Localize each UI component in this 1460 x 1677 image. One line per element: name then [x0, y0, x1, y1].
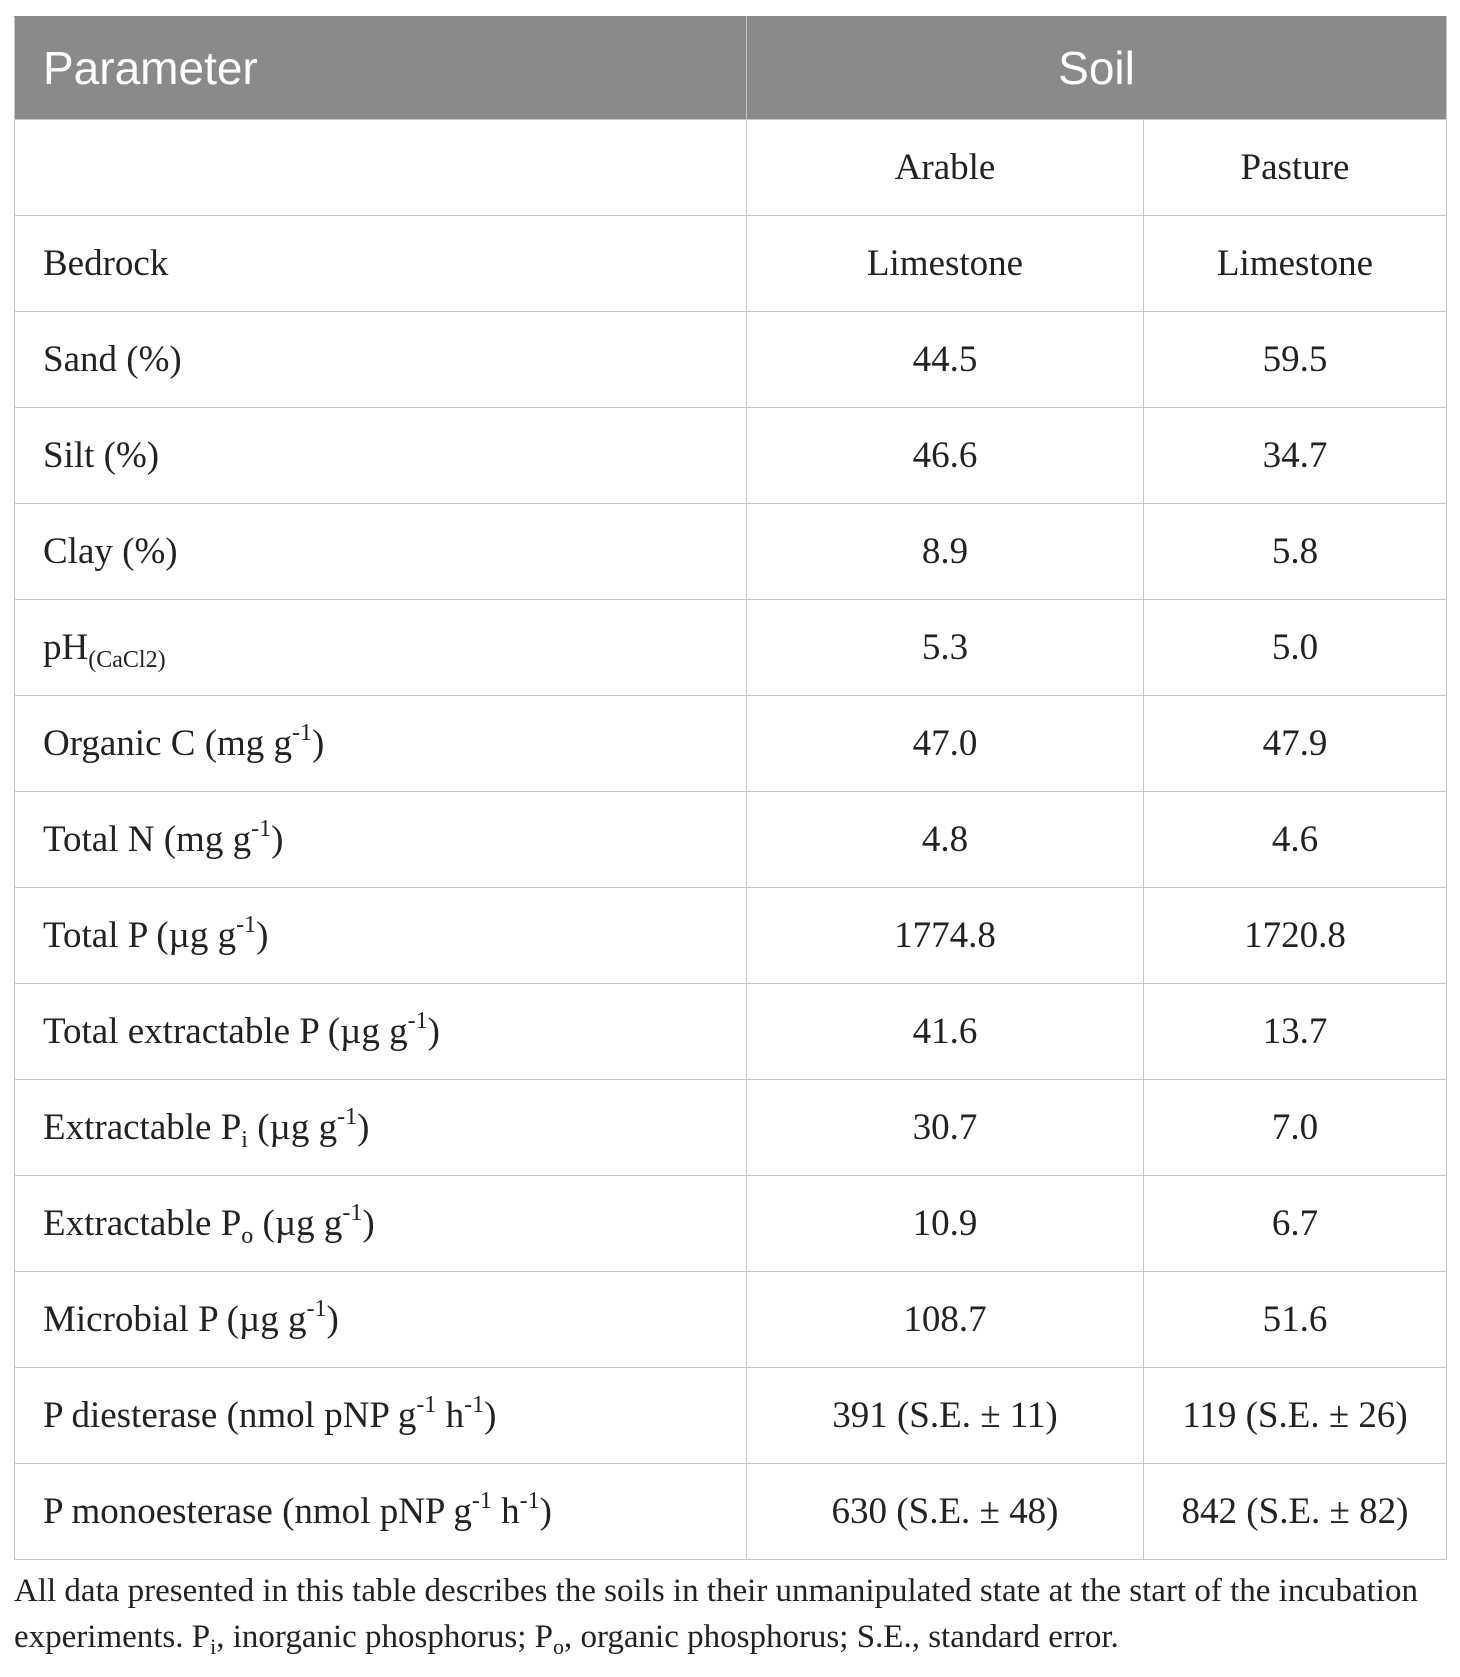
parameter-subscript: o	[241, 1223, 254, 1249]
parameter-label	[15, 216, 747, 312]
arable-value: 30.7	[747, 1080, 1144, 1176]
parameter-name: Clay (%)	[43, 531, 178, 572]
parameter-name: Total extractable P	[43, 1011, 319, 1052]
unit-text-close: )	[357, 1107, 370, 1148]
table-row	[15, 600, 1447, 696]
pasture-value: 7.0	[1144, 1080, 1447, 1176]
arable-value: 41.6	[747, 984, 1144, 1080]
unit-superscript: -1	[471, 1488, 492, 1514]
pasture-value: 13.7	[1144, 984, 1447, 1080]
pasture-value: 4.6	[1144, 792, 1447, 888]
footnote-text-2: , inorganic phosphorus; P	[216, 1619, 553, 1655]
parameter-label	[15, 696, 747, 792]
arable-value: 8.9	[747, 504, 1144, 600]
unit-superscript: -1	[342, 1200, 363, 1226]
unit-text: (µg g	[247, 1107, 338, 1148]
arable-value: Limestone	[747, 216, 1144, 312]
table-row	[15, 1272, 1447, 1368]
arable-value: 47.0	[747, 696, 1144, 792]
parameter-label	[15, 1272, 747, 1368]
parameter-label	[15, 1080, 747, 1176]
parameter-label	[15, 1464, 747, 1560]
pasture-value: 119 (S.E. ± 26)	[1144, 1368, 1447, 1464]
parameter-label	[15, 408, 747, 504]
parameter-name: P diesterase	[43, 1395, 218, 1436]
unit-superscript: -1	[236, 912, 257, 938]
table-row	[15, 1368, 1447, 1464]
footnote-sub-o: o	[553, 1634, 564, 1659]
unit-text: (µg g	[318, 1011, 408, 1052]
unit-text-close: )	[484, 1395, 497, 1436]
table-row	[15, 312, 1447, 408]
footnote-text-1: All data presented in this table describes the soils in their unmanipulated state at the start of the incubation experiments. P	[14, 1573, 1418, 1655]
header-parameter: Parameter	[15, 17, 747, 120]
arable-value: 10.9	[747, 1176, 1144, 1272]
unit-text: (mg g	[195, 723, 293, 764]
unit-text-close: )	[362, 1203, 375, 1244]
parameter-name: Total P	[43, 915, 147, 956]
table-row	[15, 984, 1447, 1080]
arable-value: 4.8	[747, 792, 1144, 888]
parameter-subscript: (CaCl2)	[88, 647, 166, 673]
unit-text-close: )	[326, 1299, 339, 1340]
pasture-value: Limestone	[1144, 216, 1447, 312]
parameter-label	[15, 504, 747, 600]
table-row	[15, 1176, 1447, 1272]
pasture-value: 5.0	[1144, 600, 1447, 696]
arable-value: 46.6	[747, 408, 1144, 504]
parameter-name: Organic C	[43, 723, 196, 764]
unit-superscript: -1	[416, 1392, 437, 1418]
unit-superscript-2: -1	[519, 1488, 540, 1514]
arable-value: 44.5	[747, 312, 1144, 408]
unit-text-close: )	[427, 1011, 440, 1052]
pasture-value: 842 (S.E. ± 82)	[1144, 1464, 1447, 1560]
parameter-label	[15, 1368, 747, 1464]
pasture-value: 6.7	[1144, 1176, 1447, 1272]
unit-text-mid: h	[491, 1491, 520, 1532]
parameter-label	[15, 600, 747, 696]
table-footnote	[14, 1568, 1454, 1663]
parameter-name: pH	[43, 627, 89, 668]
unit-text: (µg g	[217, 1299, 307, 1340]
unit-text-mid: h	[436, 1395, 465, 1436]
table-row	[15, 1080, 1447, 1176]
unit-text-close: )	[256, 915, 269, 956]
table-row	[15, 216, 1447, 312]
soil-parameters-table-container	[14, 16, 1446, 1560]
parameter-name: Bedrock	[43, 243, 169, 284]
unit-superscript: -1	[251, 816, 272, 842]
subheader-pasture: Pasture	[1144, 120, 1447, 216]
unit-text: (µg g	[253, 1203, 343, 1244]
footnote-text-3: , organic phosphorus; S.E., standard error.	[564, 1619, 1119, 1655]
pasture-value: 51.6	[1144, 1272, 1447, 1368]
arable-value: 5.3	[747, 600, 1144, 696]
arable-value: 391 (S.E. ± 11)	[747, 1368, 1144, 1464]
table-header-row	[15, 17, 1447, 120]
table-row	[15, 696, 1447, 792]
parameter-label	[15, 984, 747, 1080]
table-row	[15, 888, 1447, 984]
unit-text: (nmol pNP g	[272, 1491, 472, 1532]
arable-value: 630 (S.E. ± 48)	[747, 1464, 1144, 1560]
table-row	[15, 1464, 1447, 1560]
parameter-name: Silt (%)	[43, 435, 160, 476]
parameter-name: Extractable P	[43, 1203, 242, 1244]
unit-text-close: )	[312, 723, 325, 764]
pasture-value: 59.5	[1144, 312, 1447, 408]
unit-superscript: -1	[292, 720, 313, 746]
arable-value: 108.7	[747, 1272, 1144, 1368]
table-body	[15, 120, 1447, 1560]
pasture-value: 47.9	[1144, 696, 1447, 792]
footnote-sub-i: i	[210, 1634, 217, 1659]
subheader-empty-cell	[15, 120, 747, 216]
pasture-value: 5.8	[1144, 504, 1447, 600]
arable-value: 1774.8	[747, 888, 1144, 984]
parameter-name: Extractable P	[43, 1107, 242, 1148]
soil-parameters-table	[14, 16, 1447, 1560]
table-row	[15, 792, 1447, 888]
parameter-name: Microbial P	[43, 1299, 218, 1340]
pasture-value: 34.7	[1144, 408, 1447, 504]
unit-text: (µg g	[146, 915, 237, 956]
unit-text-close: )	[271, 819, 284, 860]
parameter-subscript: i	[241, 1127, 248, 1153]
unit-text: (mg g	[154, 819, 252, 860]
parameter-name: Sand (%)	[43, 339, 182, 380]
unit-text: (nmol pNP g	[217, 1395, 417, 1436]
table-row	[15, 408, 1447, 504]
header-soil: Soil	[747, 17, 1447, 120]
subheader-arable: Arable	[747, 120, 1144, 216]
parameter-name: P monoesterase	[43, 1491, 273, 1532]
pasture-value: 1720.8	[1144, 888, 1447, 984]
unit-superscript: -1	[306, 1296, 327, 1322]
parameter-label	[15, 792, 747, 888]
parameter-name: Total N	[43, 819, 155, 860]
parameter-label	[15, 1176, 747, 1272]
unit-superscript: -1	[407, 1008, 428, 1034]
unit-text-close: )	[539, 1491, 552, 1532]
parameter-label	[15, 888, 747, 984]
unit-superscript: -1	[337, 1104, 358, 1130]
table-subheader-row	[15, 120, 1447, 216]
unit-superscript-2: -1	[464, 1392, 485, 1418]
table-row	[15, 504, 1447, 600]
parameter-label	[15, 312, 747, 408]
